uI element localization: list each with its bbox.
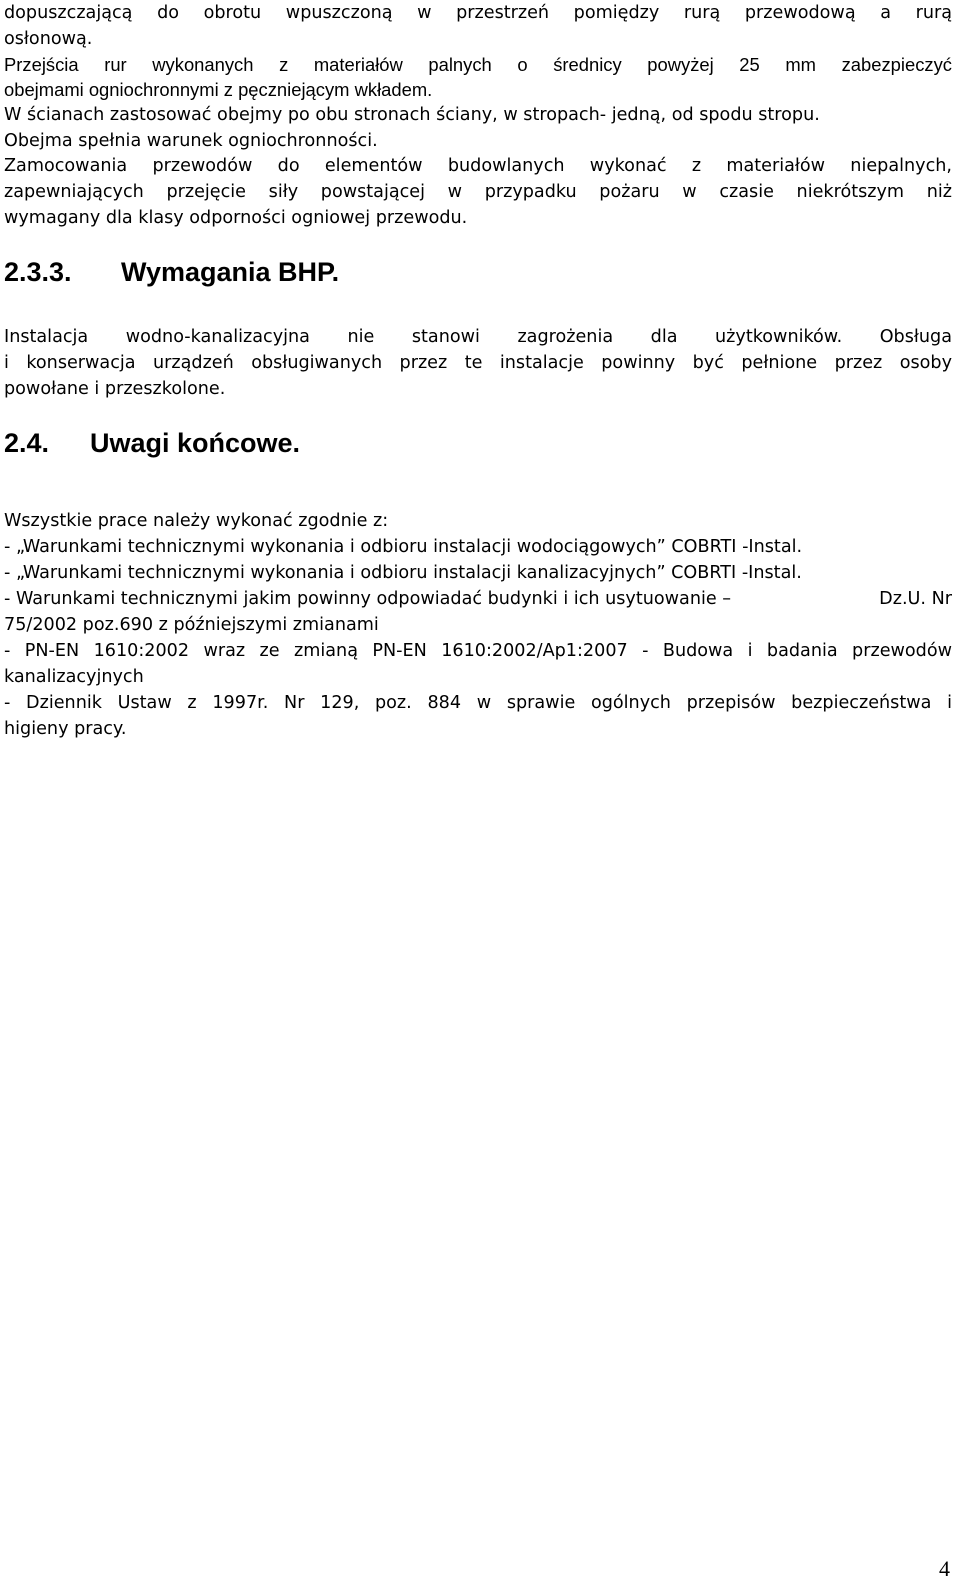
paragraph-line: Wszystkie prace należy wykonać zgodnie z: <box>4 511 389 531</box>
list-item: - PN-EN 1610:2002 wraz ze zmianą PN-EN 1610:2002/Ap1:2007 - Budowa i badania przewodów <box>4 641 952 661</box>
list-item: - Dziennik Ustaw z 1997r. Nr 129, poz. 884 w sprawie ogólnych przepisów bezpieczeństwa i <box>4 693 952 713</box>
paragraph-line: Przejścia rur wykonanych z materiałów palnych o średnicy powyżej 25 mm zabezpieczyć <box>4 54 952 75</box>
paragraph-line: dopuszczającą do obrotu wpuszczoną w przestrzeń pomiędzy rurą przewodową a rurą <box>4 3 952 23</box>
list-item-continuation: 75/2002 poz.690 z późniejszymi zmianami <box>4 615 379 635</box>
paragraph-line: W ścianach zastosować obejmy po obu stronach ściany, w stropach- jedną, od spodu stropu. <box>4 105 820 125</box>
paragraph-line: Zamocowania przewodów do elementów budowlanych wykonać z materiałów niepalnych, <box>4 156 952 176</box>
page-number: 4 <box>939 1556 950 1581</box>
section-heading <box>4 426 300 460</box>
list-item <box>4 586 952 612</box>
paragraph-line: Obejma spełnia warunek ogniochronności. <box>4 131 378 151</box>
paragraph-line: wymagany dla klasy odporności ogniowej przewodu. <box>4 208 468 228</box>
section-title: Wymagania BHP. <box>121 257 340 287</box>
list-item-continuation: higieny pracy. <box>4 719 127 739</box>
paragraph-line: powołane i przeszkolone. <box>4 379 226 399</box>
section-heading <box>4 255 339 289</box>
paragraph-line: zapewniających przejęcie siły powstającej w przypadku pożaru w czasie niekrótszym niż <box>4 182 952 202</box>
list-item: - „Warunkami technicznymi wykonania i odbioru instalacji kanalizacyjnych” COBRTI -Instal. <box>4 563 802 583</box>
list-item: - „Warunkami technicznymi wykonania i odbioru instalacji wodociągowych” COBRTI -Instal. <box>4 537 803 557</box>
section-title: Uwagi końcowe. <box>90 428 301 458</box>
list-item-reference: Dz.U. Nr <box>879 589 952 609</box>
list-item-continuation: kanalizacyjnych <box>4 667 144 687</box>
paragraph-line: Instalacja wodno-kanalizacyjna nie stanowi zagrożenia dla użytkowników. Obsługa <box>4 327 952 347</box>
section-number: 2.3.3. <box>4 257 72 287</box>
section-number: 2.4. <box>4 428 50 458</box>
paragraph-line: osłonową. <box>4 29 93 49</box>
list-item-text: - Warunkami technicznymi jakim powinny odpowiadać budynki i ich usytuowanie – <box>4 589 732 609</box>
paragraph-line: i konserwacja urządzeń obsługiwanych przez te instalacje powinny być pełnione przez osoby <box>4 353 952 373</box>
paragraph-line: obejmami ogniochronnymi z pęczniejącym wkładem. <box>4 79 433 100</box>
